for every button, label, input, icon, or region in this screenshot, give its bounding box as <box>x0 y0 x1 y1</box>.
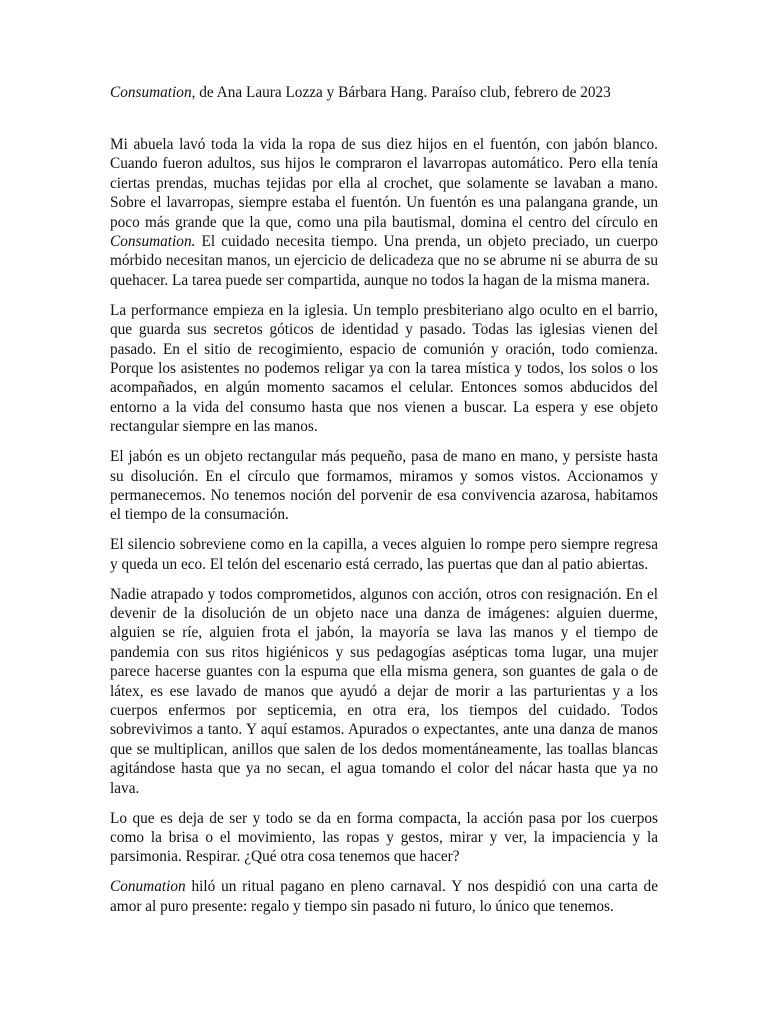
paragraph-1-text-a: Mi abuela lavó toda la vida la ropa de sus diez hijos en el fuentón, con jabón blanco. Cuando fueron adultos, sus hijos le compraron el lavarropas automático. Pero ella tenía ciertas prendas, muchas tejidas por ella al crochet, que solamente se lavaban a mano. Sobre el lavarropas, siempre estaba el fuentón. Un fuentón es una palangana grande, un poco más grande que la que, como una pila bautismal, domina el centro del círculo en <box>110 136 658 231</box>
paragraph-6: Lo que es deja de ser y todo se da en forma compacta, la acción pasa por los cuerpos como la brisa o el movimiento, las ropas y gestos, mirar y ver, la impaciencia y la parsimonia. Respirar. ¿Qué otra cosa tenemos que hacer? <box>110 809 658 866</box>
paragraph-1-text-b: El cuidado necesita tiempo. Una prenda, un objeto preciado, un cuerpo mórbido necesitan manos, un ejercicio de delicadeza que no se abrume ni se aburra de su quehacer. La tarea puede ser compartida, aunque no todos la hagan de la misma manera. <box>110 233 658 289</box>
paragraph-5: Nadie atrapado y todos comprometidos, algunos con acción, otros con resignación. En el devenir de la disolución de un objeto nace una danza de imágenes: alguien duerme, alguien se ríe, alguien frota el jabón, la mayoría se lava las manos y el tiempo de pandemia con sus ritos higiénicos y sus pedagogías asépticas toma lugar, una mujer parece hacerse guantes con la espuma que ella misma genera, son guantes de gala o de látex, es ese lavado de manos que ayudó a dejar de morir a las parturientas y a los cuerpos enfermos por septicemia, en otra era, los tiempos del cuidado. Todos sobrevivimos a tanto. Y aquí estamos. Apurados o expectantes, ante una danza de manos que se multiplican, anillos que salen de los dedos momentáneamente, las toallas blancas agitándose hasta que ya no secan, el agua tomando el color del nácar hasta que ya no lava. <box>110 585 658 797</box>
paragraph-7-italic-title: Conumation <box>110 878 186 896</box>
document-page <box>110 83 658 927</box>
paragraph-2: La performance empieza en la iglesia. Un templo presbiteriano algo oculto en el barrio, que guarda sus secretos góticos de identidad y pasado. Todas las iglesias vienen del pasado. En el sitio de recogimiento, espacio de comunión y oración, todo comienza. Porque los asistentes no podemos religar ya con la tarea mística y todos, los solos o los acompañados, en algún momento sacamos el celular. Entonces somos abducidos del entorno a la vida del consumo hasta que nos vienen a buscar. La espera y ese objeto rectangular siempre en las manos. <box>110 301 658 436</box>
paragraph-7 <box>110 877 658 916</box>
paragraph-7-text: hiló un ritual pagano en pleno carnaval. Y nos despidió con una carta de amor al puro presente: regalo y tiempo sin pasado ni futuro, lo único que tenemos. <box>110 878 658 915</box>
paragraph-4: El silencio sobreviene como en la capilla, a veces alguien lo rompe pero siempre regresa y queda un eco. El telón del escenario está cerrado, las puertas que dan al patio abiertas. <box>110 536 658 573</box>
heading-work-title: Consumation <box>110 84 192 101</box>
document-heading <box>110 83 658 103</box>
paragraph-1-italic-title: Consumation. <box>110 233 196 251</box>
heading-credits: , de Ana Laura Lozza y Bárbara Hang. Paraíso club, febrero de 2023 <box>191 84 611 101</box>
paragraph-3: El jabón es un objeto rectangular más pequeño, pasa de mano en mano, y persiste hasta su disolución. En el círculo que formamos, miramos y somos vistos. Accionamos y permanecemos. No tenemos noción del porvenir de esa convivencia azarosa, habitamos el tiempo de la consumación. <box>110 448 658 524</box>
paragraph-1 <box>110 135 658 290</box>
